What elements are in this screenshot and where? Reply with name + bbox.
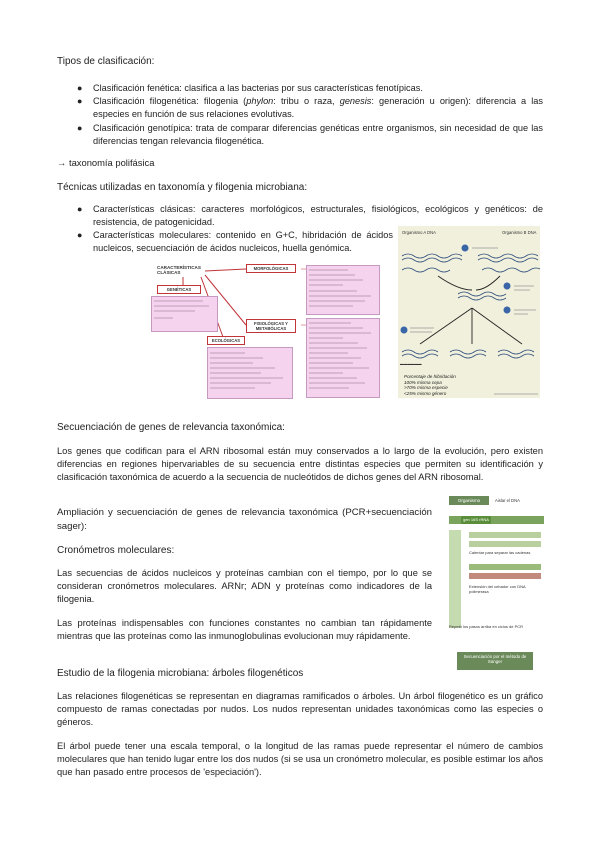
pcr-flow-line: [449, 530, 461, 628]
concept-ecologicas: ECOLÓGICAS: [207, 336, 245, 345]
bullet-icon: ●: [77, 122, 83, 133]
hyb-result-line: <25% mismo género: [404, 390, 447, 396]
heading-tipos-clasificacion: Tipos de clasificación:: [57, 56, 155, 67]
hyb-result-line: 100% misma cepa: [404, 379, 442, 385]
pcr-gene-label: gen 16S rRNA: [461, 516, 491, 524]
heading-secuenciacion: Secuenciación de genes de relevancia taxonómica:: [57, 422, 285, 433]
concept-title: CARACTERÍSTICAS CLÁSICAS: [157, 265, 201, 275]
hyb-result-title: Porcentaje de hibridación: [404, 374, 456, 379]
pcr-strand: [469, 564, 541, 570]
para-cronometros-1: Las secuencias de ácidos nucleicos y proteínas cambian con el tiempo, por lo que se consideran cronómetros moleculares. ARNr; ADN y proteínas como indicadores de la filogenia.: [57, 568, 432, 605]
concept-geneticas: GENÉTICAS: [157, 285, 201, 294]
pcr-extension: Extensión del cebador con DNA polimerasa: [469, 584, 526, 594]
hyb-organism-b: Organismo B DNA: [502, 230, 537, 235]
pcr-figure: [447, 494, 546, 672]
taxonomia-polifasica: → taxonomía polifásica: [57, 157, 155, 168]
pcr-organismo: Organismo: [449, 496, 489, 505]
heading-tecnicas: Técnicas utilizadas en taxonomía y filogenia microbiana:: [57, 182, 308, 193]
list-item: ● Características clásicas: caracteres morfológicos, estructurales, fisiológicos, ecológicos y genéticos: de resistencia, de patogenicidad.: [77, 204, 543, 228]
hyb-results: [404, 374, 456, 396]
pcr-calentar: Calentar para separar las cadenas: [469, 550, 531, 555]
concept-morfologicas: MORFOLÓGICAS: [246, 264, 296, 273]
hyb-result-label-1: ▬▬▬▬▬▬: [400, 362, 422, 366]
concept-fisiologicas: FISIOLÓGICAS Y METABÓLICAS: [246, 319, 296, 333]
pcr-sanger: Secuenciación por el método de Sanger: [457, 652, 533, 670]
list-item: ● Características moleculares: contenido en G+C, hibridación de ácidos nucleicos, secuenciación de ácidos nucleicos, huella genómica.: [77, 230, 393, 254]
hybridization-figure: [398, 226, 540, 398]
heading-cronometros: Cronómetros moleculares:: [57, 545, 175, 556]
list-item: ● Clasificación fenética: clasifica a las bacterias por sus características fenotípicas.: [57, 82, 543, 95]
hyb-result-line: >70% misma especie: [404, 385, 448, 391]
concept-map-figure: [143, 263, 384, 399]
bullet-icon: ●: [77, 230, 83, 240]
hybridization-drawing: [398, 226, 540, 398]
heading-ampliacion: Ampliación y secuenciación de genes de relevancia taxonómica (PCR+secuenciación sager):: [57, 507, 432, 532]
bullet-icon: ●: [77, 83, 83, 93]
para-arboles-2: El árbol puede tener una escala temporal, o la longitud de las ramas puede representar el número de cambios moleculares que han tenido lugar entre los dos nudos (si se usa un cronómetro molecular, es posible estimar los años que han pasado entre procesos de 'especiación').: [57, 741, 543, 778]
list-tecnicas-2: [57, 229, 393, 255]
list-item: ● Clasificación filogenética: filogenia (phylon: tribu o raza, genesis: generación u origen): diferencia a las especies en función de sus relaciones evolutivas.: [77, 96, 543, 120]
concept-map-textlines: [143, 263, 384, 399]
para-cronometros-2: Las proteínas indispensables con funciones constantes no cambian tan rápidamente mientras que las proteínas como las inmunoglobulinas evolucionan muy rápidamente.: [57, 618, 432, 642]
list-tipos-clasificacion: [57, 82, 543, 148]
pcr-aislar: Aislar el DNA: [495, 498, 520, 503]
heading-arboles: Estudio de la filogenia microbiana: árboles filogenéticos: [57, 668, 304, 679]
para-arboles-1: Las relaciones filogenéticas se representan en diagramas ramificados o árboles. Un árbol filogenético es un gráfico compuesto de ramas conectadas por nudos. Los nudos representan unidades taxonómicas como las especies o géneros.: [57, 691, 543, 728]
pcr-strand: [469, 541, 541, 547]
para-secuenciacion: Los genes que codifican para el ARN ribosomal están muy conservados a lo largo de la evolución, pero existen diferencias en regiones hipervariables de su secuencia entre distintas especies que permiten su identificación y clasificación taxonómica de acuerdo a la secuencia de nucleótidos de dichos genes del ARN ribosomal.: [57, 446, 543, 483]
pcr-strand: [469, 532, 541, 538]
pcr-strand: [469, 573, 541, 579]
pcr-repetir: Repetir los pasos arriba en ciclos de PCR: [449, 624, 524, 629]
bullet-icon: ●: [77, 96, 83, 107]
hyb-organism-a: Organismo A DNA: [402, 230, 436, 235]
bullet-icon: ●: [77, 204, 83, 214]
list-item: ● Clasificación genotípica: trata de comparar diferencias genéticas entre organismos, sin necesidad de que las diferencias tengan relevancia filogenética.: [77, 122, 543, 146]
